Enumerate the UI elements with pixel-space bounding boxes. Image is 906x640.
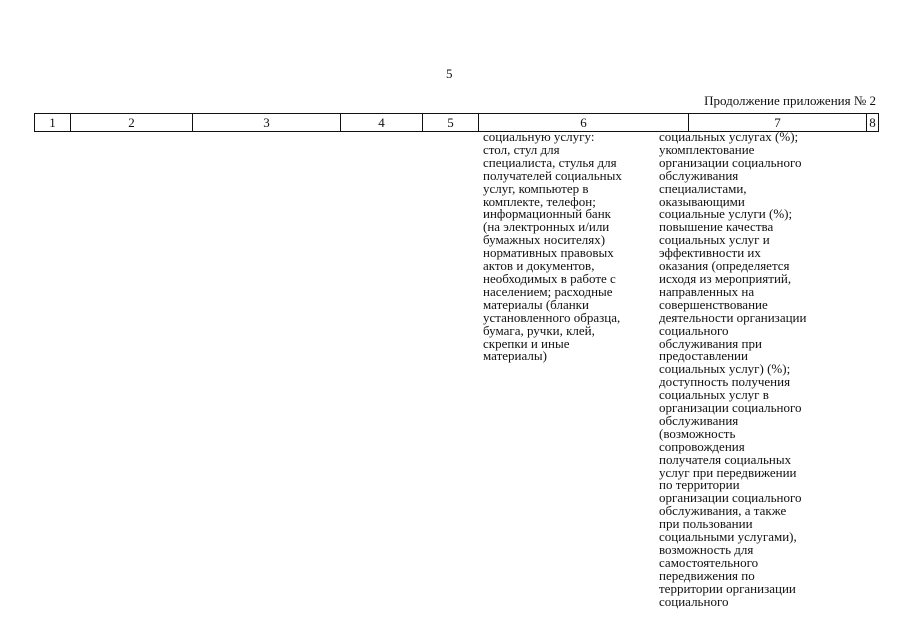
column-header-6: 6 bbox=[479, 114, 689, 132]
column-header-1: 1 bbox=[35, 114, 71, 132]
column-header-4: 4 bbox=[341, 114, 423, 132]
column-header-5: 5 bbox=[423, 114, 479, 132]
column-header-3: 3 bbox=[193, 114, 341, 132]
column-header-7: 7 bbox=[689, 114, 867, 132]
column-7-cell-text: социальных услугах (%); укомплектование организации социального обслуживания специалистами, оказывающими социальные услуги (%); повышение качества социальных услуг и эффективности их оказания (определяется исходя из мероприятий, направленных на совершенствование деятельности организации социального обслуживания при предоставлении социальных услуг) (%); доступность получения социальных услуг в организации социального обслуживания (возможность сопровождения получателя социальных услуг при передвижении по территории организации социального обслуживания, а также при пользовании социальными услугами), возможность для самостоятельного передвижения по территории организации социального bbox=[659, 129, 807, 609]
column-6-cell-text: социальную услугу: стол, стул для специалиста, стулья для получателей социальных услуг, компьютер в комплекте, телефон; информационный банк (на электронных и/или бумажных носителях) нормативных правовых актов и документов, необходимых в работе с населением; расходные материалы (бланки установленного образца, бумага, ручки, клей, скрепки и иные материалы) bbox=[483, 129, 622, 364]
page-number: 5 bbox=[446, 66, 453, 81]
column-header-8: 8 bbox=[867, 114, 879, 132]
column-header-2: 2 bbox=[71, 114, 193, 132]
continuation-label: Продолжение приложения № 2 bbox=[704, 93, 876, 108]
